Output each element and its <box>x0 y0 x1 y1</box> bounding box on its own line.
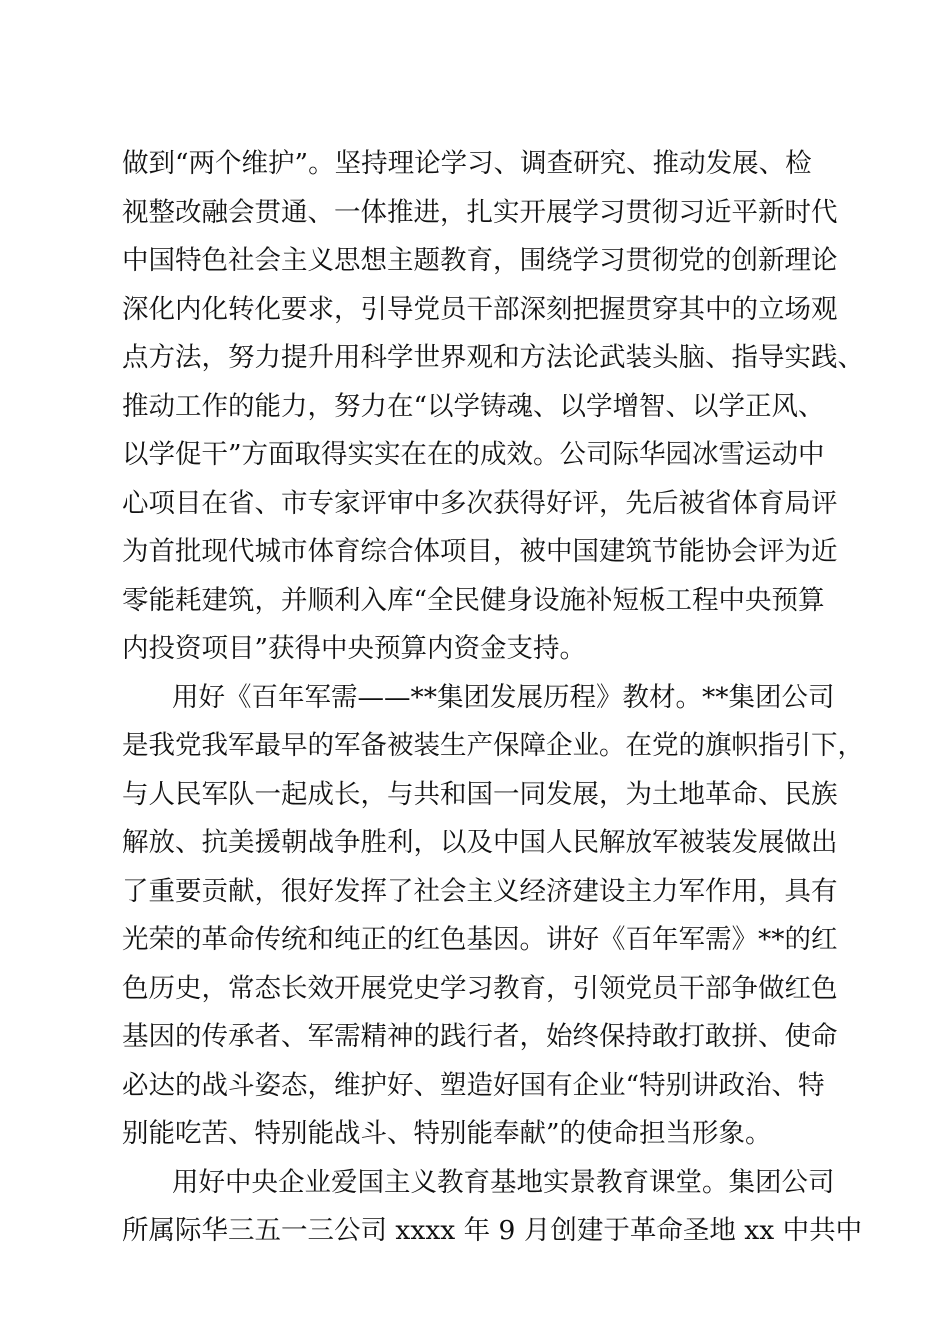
text-line: 必达的战斗姿态，维护好、塑造好国有企业“特别讲政治、特 <box>122 1069 825 1101</box>
text-line: 做到“两个维护”。坚持理论学习、调查研究、推动发展、检 <box>122 148 812 179</box>
text-line: 中国特色社会主义思想主题教育，围绕学习贯彻党的创新理论 <box>122 245 838 276</box>
text-line: 心项目在省、市专家评审中多次获得好评，先后被省体育局评 <box>122 487 838 519</box>
text-line: 与人民军队一起成长，与共和国一同发展，为土地革命、民族 <box>122 778 838 810</box>
document-body <box>122 140 864 1256</box>
text-line: 了重要贡献，很好发挥了社会主义经济建设主力军作用，具有 <box>122 875 838 907</box>
text-line: 为首批现代城市体育综合体项目，被中国建筑节能协会评为近 <box>122 536 838 567</box>
paragraph-textbook <box>122 674 864 1159</box>
text-line: 别能吃苦、特别能战斗、特别能奉献”的使命担当形象。 <box>122 1118 772 1149</box>
text-line: 零能耗建筑，并顺利入库“全民健身设施补短板工程中央预算 <box>122 584 825 616</box>
paragraph-continuation <box>122 140 864 674</box>
text-line: 光荣的革命传统和纯正的红色基因。讲好《百年军需》**的红 <box>122 924 838 955</box>
text-line: 点方法，努力提升用科学世界观和方法论武装头脑、指导实践、 <box>122 342 864 373</box>
text-line: 推动工作的能力，努力在“以学铸魂、以学增智、以学正风、 <box>122 390 825 422</box>
text-line: 深化内化转化要求，引导党员干部深刻把握贯穿其中的立场观 <box>122 293 838 325</box>
text-line: 是我党我军最早的军备被装生产保障企业。在党的旗帜指引下， <box>122 730 864 761</box>
text-line: 用好中央企业爱国主义教育基地实景教育课堂。集团公司 <box>172 1166 835 1198</box>
text-line: 解放、抗美援朝战争胜利，以及中国人民解放军被装发展做出 <box>122 827 838 858</box>
paragraph-education-base <box>122 1159 863 1256</box>
text-line: 内投资项目”获得中央预算内资金支持。 <box>122 633 587 664</box>
text-line: 用好《百年军需——**集团发展历程》教材。**集团公司 <box>172 681 835 713</box>
text-line: 以学促干”方面取得实实在在的成效。公司际华园冰雪运动中 <box>122 439 825 470</box>
text-line: 视整改融会贯通、一体推进，扎实开展学习贯彻习近平新时代 <box>122 196 838 228</box>
text-line: 所属际华三五一三公司 xxxx 年 9 月创建于革命圣地 xx 中共中 <box>122 1215 863 1246</box>
text-line: 色历史，常态长效开展党史学习教育，引领党员干部争做红色 <box>122 972 838 1004</box>
text-line: 基因的传承者、军需精神的践行者，始终保持敢打敢拼、使命 <box>122 1021 838 1052</box>
